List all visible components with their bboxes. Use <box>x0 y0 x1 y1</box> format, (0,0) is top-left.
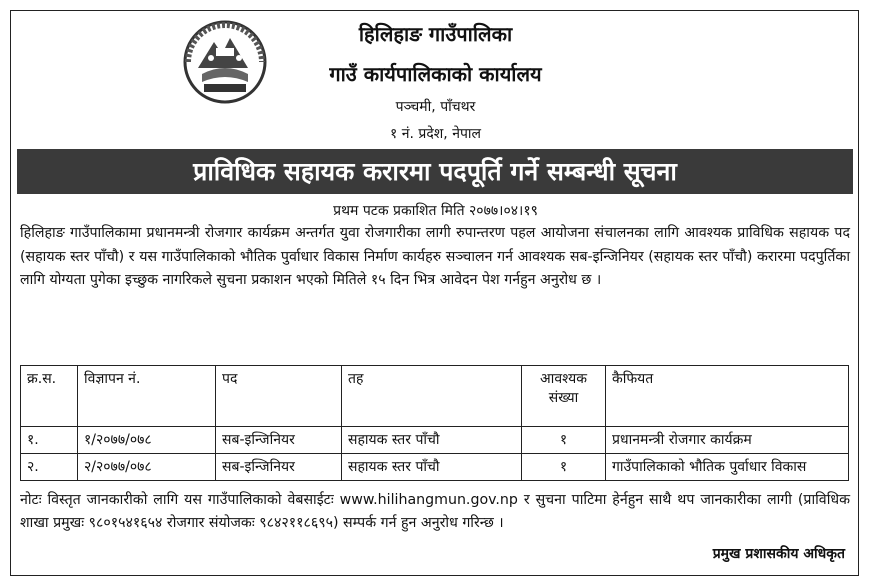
header-cell: तह <box>342 366 522 427</box>
table-cell: १/२०७७/०७८ <box>78 427 216 454</box>
office-subtitle: गाउँ कार्यपालिकाको कार्यालय <box>329 62 542 86</box>
header-cell: आवश्यक संख्या <box>522 366 606 427</box>
footer-note: नोटः विस्तृत जानकारीको लागि यस गाउँपालिकाको वेबसाईटः www.hilihangmun.gov.np र सुचना पाटिमा हेर्नहुन साथै थप जानकारीका लागी (प्राविधिक शाखा प्रमुखः ९८०१५४१६५४ रोजगार संयोजकः ९८४२११८६९५) सम्पर्क गर्न हुन अनुरोध गरिन्छ । <box>20 492 850 531</box>
header-cell: पद <box>216 366 342 427</box>
table-header-row <box>21 366 849 427</box>
table-cell: १ <box>522 427 606 454</box>
table-cell: गाउँपालिकाको भौतिक पुर्वाधार विकास <box>606 454 849 481</box>
table-row <box>21 427 849 454</box>
table-row <box>21 454 849 481</box>
table-cell: १ <box>522 454 606 481</box>
office-location: पञ्चमी, पाँचथर <box>395 99 476 115</box>
table-cell: २/२०७७/०७८ <box>78 454 216 481</box>
office-province: १ नं. प्रदेश, नेपाल <box>389 126 482 142</box>
table-cell: सब-इन्जिनियर <box>216 427 342 454</box>
notice-title: प्राविधिक सहायक करारमा पदपूर्ति गर्ने सम्बन्धी सूचना <box>17 149 853 194</box>
published-date: प्रथम पटक प्रकाशित मिति २०७७।०४।१९ <box>333 203 538 219</box>
signature: प्रमुख प्रशासकीय अधिकृत <box>712 546 845 562</box>
header-cell: विज्ञापन नं. <box>78 366 216 427</box>
office-name: हिलिहाङ गाउँपालिका <box>358 22 513 46</box>
header-cell: क्र.स. <box>21 366 78 427</box>
header-cell: कैफियत <box>606 366 849 427</box>
table-cell: प्रधानमन्त्री रोजगार कार्यक्रम <box>606 427 849 454</box>
table-cell: सहायक स्तर पाँचौ <box>342 427 522 454</box>
table-cell: सब-इन्जिनियर <box>216 454 342 481</box>
table-cell: १. <box>21 427 78 454</box>
vacancy-table <box>20 365 849 481</box>
notice-body: हिलिहाङ गाउँपालिकामा प्रधानमन्त्री रोजगार कार्यक्रम अन्तर्गत युवा रोजगारीका लागी रुपान्तरण पहल आयोजना संचालनका लागि आवश्यक प्राविधिक सहायक पद (सहायक स्तर पाँचौ) र यस गाउँपालिकाको भौतिक पुर्वाधार विकास निर्माण कार्यहरु सञ्चालन गर्न आवश्यक सब-इन्जिनियर (सहायक स्तर पाँचौ) करारमा पदपुर्तिका लागि योग्यता पुगेका इच्छुक नागरिकले सुचना प्रकाशन भएको मितिले १५ दिन भित्र आवेदन पेश गर्नहुन अनुरोध छ । <box>20 225 850 288</box>
table-cell: २. <box>21 454 78 481</box>
table-cell: सहायक स्तर पाँचौ <box>342 454 522 481</box>
